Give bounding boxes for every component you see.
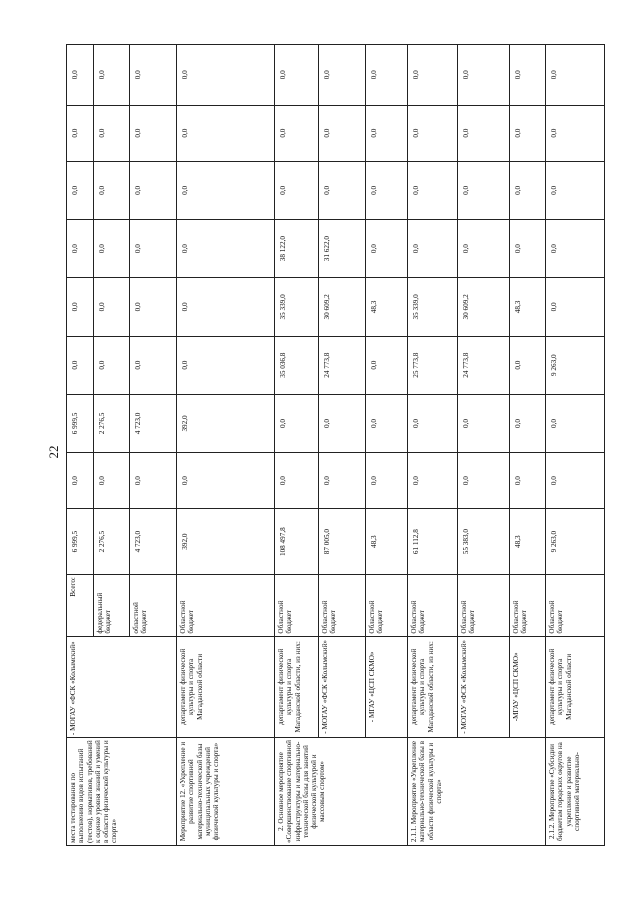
value-cell: 6 999,5 [67, 509, 94, 575]
value-cell: 0,0 [177, 278, 275, 336]
value-cell: 48,3 [366, 278, 408, 336]
value-cell: 0,0 [177, 161, 275, 219]
value-cell: 35 036,8 [275, 336, 319, 394]
funding-source-cell: Всего: [67, 575, 94, 637]
value-cell: 0,0 [275, 453, 319, 509]
value-cell: 0,0 [546, 161, 605, 219]
value-cell: 0,0 [130, 219, 177, 277]
table-row [177, 45, 275, 846]
value-cell: 0,0 [94, 45, 130, 106]
value-cell: 0,0 [275, 161, 319, 219]
value-cell: 0,0 [408, 161, 458, 219]
value-cell: 0,0 [319, 105, 366, 161]
funding-source-cell: федеральный бюджет [94, 575, 130, 637]
value-cell: 0,0 [177, 45, 275, 106]
executor-cell: департамент физической культуры и спорта Магаданской области, из них: [275, 636, 319, 737]
budget-table-sheet [66, 44, 604, 846]
funding-source-cell: Областной бюджет [510, 575, 546, 637]
value-cell: 0,0 [408, 453, 458, 509]
value-cell: 0,0 [458, 161, 510, 219]
value-cell: 0,0 [94, 219, 130, 277]
value-cell: 0,0 [366, 161, 408, 219]
value-cell: 0,0 [177, 453, 275, 509]
value-cell: 0,0 [366, 219, 408, 277]
value-cell: 4 723,0 [130, 509, 177, 575]
value-cell: 0,0 [94, 105, 130, 161]
value-cell: 0,0 [177, 336, 275, 394]
funding-source-cell: областной бюджет [130, 575, 177, 637]
value-cell: 0,0 [275, 394, 319, 452]
value-cell: 0,0 [546, 45, 605, 106]
table-row [510, 45, 546, 846]
funding-source-cell: Областной бюджет [458, 575, 510, 637]
value-cell: 0,0 [319, 161, 366, 219]
value-cell: 0,0 [94, 161, 130, 219]
funding-source-cell: Областной бюджет [408, 575, 458, 637]
activity-name-cell: Мероприятие 12. «Укрепление и развитие спортивной материально-технической базы муниципальных учреждений физической культуры и спорта» [177, 738, 275, 846]
executor-cell: -МГАУ «ЦСП СКМО» [510, 636, 546, 737]
value-cell: 0,0 [67, 105, 94, 161]
funding-source-cell: Областной бюджет [275, 575, 319, 637]
value-cell: 4 723,0 [130, 394, 177, 452]
funding-source-cell: Областной бюджет [546, 575, 605, 637]
value-cell: 0,0 [130, 336, 177, 394]
value-cell: 0,0 [177, 219, 275, 277]
funding-source-cell: Областной бюджет [366, 575, 408, 637]
value-cell: 0,0 [408, 45, 458, 106]
funding-source-cell: Областной бюджет [319, 575, 366, 637]
activity-name-cell: 2. Основное мероприятие «Совершенствование спортивной инфраструктуры и материально-технической базы для занятий физической культурой и массовым спортом» [275, 738, 408, 846]
value-cell: 2 276,5 [94, 509, 130, 575]
value-cell: 0,0 [130, 453, 177, 509]
value-cell: 0,0 [408, 105, 458, 161]
value-cell: 0,0 [458, 219, 510, 277]
value-cell: 0,0 [408, 394, 458, 452]
value-cell: 0,0 [130, 105, 177, 161]
value-cell: 61 112,8 [408, 509, 458, 575]
table-row [275, 45, 319, 846]
value-cell: 0,0 [458, 45, 510, 106]
value-cell: 0,0 [67, 219, 94, 277]
value-cell: 30 609,2 [319, 278, 366, 336]
value-cell: 48,3 [510, 278, 546, 336]
value-cell: 0,0 [94, 278, 130, 336]
executor-cell: - МОГАУ «ФСК «Колымский» [67, 636, 177, 737]
value-cell: 0,0 [546, 278, 605, 336]
value-cell: 0,0 [510, 161, 546, 219]
value-cell: 0,0 [408, 219, 458, 277]
table-row [366, 45, 408, 846]
executor-cell: - МГАУ «ЦСП СКМО» [366, 636, 408, 737]
value-cell: 0,0 [546, 453, 605, 509]
value-cell: 0,0 [546, 394, 605, 452]
value-cell: 0,0 [319, 453, 366, 509]
budget-table [66, 44, 605, 846]
value-cell: 55 383,0 [458, 509, 510, 575]
value-cell: 0,0 [67, 45, 94, 106]
value-cell: 0,0 [510, 453, 546, 509]
value-cell: 0,0 [510, 45, 546, 106]
value-cell: 31 622,0 [319, 219, 366, 277]
funding-source-cell: Областной бюджет [177, 575, 275, 637]
value-cell: 392,0 [177, 394, 275, 452]
value-cell: 0,0 [510, 394, 546, 452]
value-cell: 108 497,8 [275, 509, 319, 575]
value-cell: 25 773,8 [408, 336, 458, 394]
value-cell: 0,0 [94, 336, 130, 394]
value-cell: 0,0 [510, 105, 546, 161]
value-cell: 0,0 [366, 394, 408, 452]
table-row [458, 45, 510, 846]
value-cell: 0,0 [67, 278, 94, 336]
value-cell: 0,0 [510, 219, 546, 277]
value-cell: 0,0 [319, 45, 366, 106]
value-cell: 87 005,0 [319, 509, 366, 575]
value-cell: 0,0 [546, 219, 605, 277]
value-cell: 0,0 [275, 105, 319, 161]
value-cell: 0,0 [458, 394, 510, 452]
executor-cell: - МОГАУ «ФСК «Колымский» [458, 636, 510, 737]
value-cell: 0,0 [67, 161, 94, 219]
table-row [67, 45, 94, 846]
value-cell: 0,0 [458, 453, 510, 509]
value-cell: 0,0 [366, 453, 408, 509]
activity-name-cell: места тестирования по выполнению видов испытаний (тестов), нормативов, требований к оценке уровня знаний и умений в области физической культуры и спорта» [67, 738, 177, 846]
value-cell: 0,0 [130, 161, 177, 219]
value-cell: 9 263,0 [546, 336, 605, 394]
value-cell: 0,0 [177, 105, 275, 161]
value-cell: 35 339,0 [275, 278, 319, 336]
value-cell: 0,0 [130, 45, 177, 106]
value-cell: 0,0 [67, 336, 94, 394]
value-cell: 6 999,5 [67, 394, 94, 452]
value-cell: 0,0 [130, 278, 177, 336]
value-cell: 35 339,0 [408, 278, 458, 336]
value-cell: 2 276,5 [94, 394, 130, 452]
activity-name-cell: 2.1.2. Мероприятие «Субсидии бюджетам городских округов на укрепление и развитие спортивной материально- [546, 738, 605, 846]
value-cell: 0,0 [94, 453, 130, 509]
rotated-table-container [66, 44, 604, 846]
value-cell: 0,0 [319, 394, 366, 452]
executor-cell: - МОГАУ «ФСК «Колымский» [319, 636, 366, 737]
value-cell: 9 263,0 [546, 509, 605, 575]
page-number: 22 [46, 445, 61, 459]
value-cell: 0,0 [275, 45, 319, 106]
value-cell: 24 773,8 [319, 336, 366, 394]
value-cell: 24 773,8 [458, 336, 510, 394]
executor-cell: департамент физической культуры и спорта Магаданской области, из них: [408, 636, 458, 737]
value-cell: 48,3 [366, 509, 408, 575]
table-row [319, 45, 366, 846]
value-cell: 0,0 [366, 336, 408, 394]
executor-cell: департамент физической культуры и спорта Магаданской области [177, 636, 275, 737]
value-cell: 48,3 [510, 509, 546, 575]
value-cell: 0,0 [458, 105, 510, 161]
value-cell: 0,0 [67, 453, 94, 509]
table-row [546, 45, 605, 846]
value-cell: 38 122,0 [275, 219, 319, 277]
executor-cell: департамент физической культуры и спорта Магаданской области [546, 636, 605, 737]
value-cell: 30 609,2 [458, 278, 510, 336]
value-cell: 0,0 [546, 105, 605, 161]
value-cell: 0,0 [366, 45, 408, 106]
table-row [408, 45, 458, 846]
value-cell: 392,0 [177, 509, 275, 575]
value-cell: 0,0 [510, 336, 546, 394]
activity-name-cell: 2.1.1. Мероприятие «Укрепление материально-технической базы в области физической культуры и спорта» [408, 738, 546, 846]
value-cell: 0,0 [366, 105, 408, 161]
